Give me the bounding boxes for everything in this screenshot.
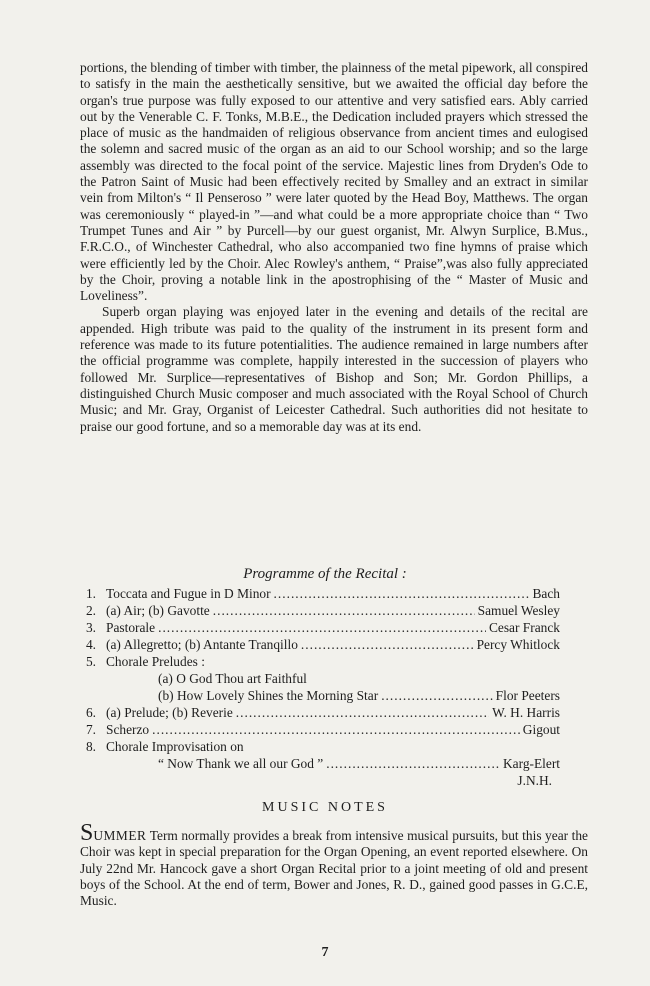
item-title: Chorale Improvisation on (106, 739, 244, 754)
item-composer: Samuel Wesley (477, 603, 560, 618)
item-title: (a) Prelude; (b) Reverie (106, 705, 233, 720)
leader-dots (158, 619, 486, 636)
item-title: (a) Allegretto; (b) Antante Tranqillo (106, 637, 298, 652)
music-notes-text: Term normally provides a break from intensive musical pursuits, but this year the Choir was kept in special preparation for the Organ Opening, an event reported elsewhere. On July 22nd Mr. Hancock gave a short Organ Recital prior to a joint meeting of old and present boys of the School. At the end of term, Bower and Jones, R. D., gained good passes in G.C.E, Music. (80, 828, 588, 909)
item-composer: W. H. Harris (492, 705, 560, 720)
item-composer: Karg-Elert (502, 756, 560, 771)
item-composer: Bach (532, 586, 560, 601)
subitem-title: “ Now Thank we all our God ” (158, 756, 324, 771)
music-notes-body (80, 820, 588, 909)
programme-subitem (80, 670, 560, 687)
item-composer: Cesar Franck (488, 620, 560, 635)
subitem-title: (b) How Lovely Shines the Morning Star (158, 688, 379, 703)
music-notes-heading: MUSIC NOTES (262, 800, 388, 815)
leader-dots (381, 687, 492, 704)
item-title: Chorale Preludes : (106, 654, 205, 669)
item-number: 2. (85, 603, 96, 618)
leader-dots (213, 602, 475, 619)
music-notes-paragraph (80, 820, 588, 909)
programme-item (80, 619, 560, 636)
programme-item (80, 738, 560, 755)
programme-item (80, 653, 560, 670)
leader-dots (301, 636, 474, 653)
lead-word: UMMER (93, 828, 147, 843)
programme-subitem (80, 687, 560, 704)
programme-list (80, 585, 560, 789)
item-title: Pastorale (106, 620, 156, 635)
leader-dots (326, 755, 500, 772)
item-number: 5. (85, 654, 96, 669)
programme-item (80, 704, 560, 721)
article-paragraph: Superb organ playing was enjoyed later in the evening and details of the recital are appended. High tribute was paid to the quality of the instrument in its present form and reference was made to its future potentialities. The audience remained in large numbers after the official programme was complete, happily interested in the succession of players who followed Mr. Surplice—representatives of Bishop and Son; Mr. Gordon Phillips, a distinguished Church Music composer and much associated with the Royal School of Church Music; and Mr. Gray, Organist of Leicester Cathedral. Such authorities did not hesitate to praise our good fortune, and so a memorable day was at its end. (80, 304, 588, 434)
item-number: 8. (85, 739, 96, 754)
item-number: 6. (85, 705, 96, 720)
drop-cap: S (80, 820, 94, 846)
item-number: 4. (85, 637, 96, 652)
page-number: 7 (321, 945, 329, 960)
programme-item (80, 721, 560, 738)
programme-item (80, 636, 560, 653)
article-body (80, 60, 588, 435)
programme-subitem (80, 755, 560, 772)
author-initials: J.N.H. (517, 773, 552, 788)
programme-title: Programme of the Recital : (243, 566, 407, 582)
item-title: Scherzo (106, 722, 150, 737)
item-title: Toccata and Fugue in D Minor (106, 586, 271, 601)
item-number: 1. (85, 586, 96, 601)
article-paragraph: portions, the blending of timber with timber, the plainness of the metal pipework, all conspired to satisfy in the main the aesthetically sensitive, but we awaited the official day before the organ's true purpose was fully exposed to our attentive and very satisfied ears. Ably carried out by the Venerable C. F. Tonks, M.B.E., the Dedication included prayers which stressed the place of music as the handmaiden of religious observance from ancient times and eulogised the solemn and sacred music of the organ as an aid to our School worship; and so the large assembly was directed to the focal point of the service. Majestic lines from Dryden's Ode to the Patron Saint of Music had been effectively recited by Smalley and an extract in similar vein from Milton's “ Il Penseroso ” were later quoted by the Head Boy, Matthews. The organ was ceremoniously “ played-in ”—and what could be a more appropriate choice than “ Two Trumpet Tunes and Air ” by Purcell—by our guest organist, Mr. Alwyn Surplice, B.Mus., F.R.C.O., of Winchester Cathedral, who also accompanied two fine hymns of praise which were efficiently led by the Choir. Alec Rowley's anthem, “ Praise”,was also fully appreciated by the Choir, proving a notable link in the apostrophising of the “ Master of Music and Loveliness”. (80, 60, 588, 304)
item-composer: Gigout (522, 722, 560, 737)
item-title: (a) Air; (b) Gavotte (106, 603, 210, 618)
item-composer: Percy Whitlock (476, 637, 560, 652)
item-composer: Flor Peeters (495, 688, 560, 703)
item-number: 3. (85, 620, 96, 635)
leader-dots (152, 721, 520, 738)
programme-item (80, 602, 560, 619)
item-number: 7. (85, 722, 96, 737)
subitem-title: (a) O God Thou art Faithful (158, 671, 307, 686)
programme-item (80, 585, 560, 602)
leader-dots (274, 585, 530, 602)
leader-dots (236, 704, 489, 721)
